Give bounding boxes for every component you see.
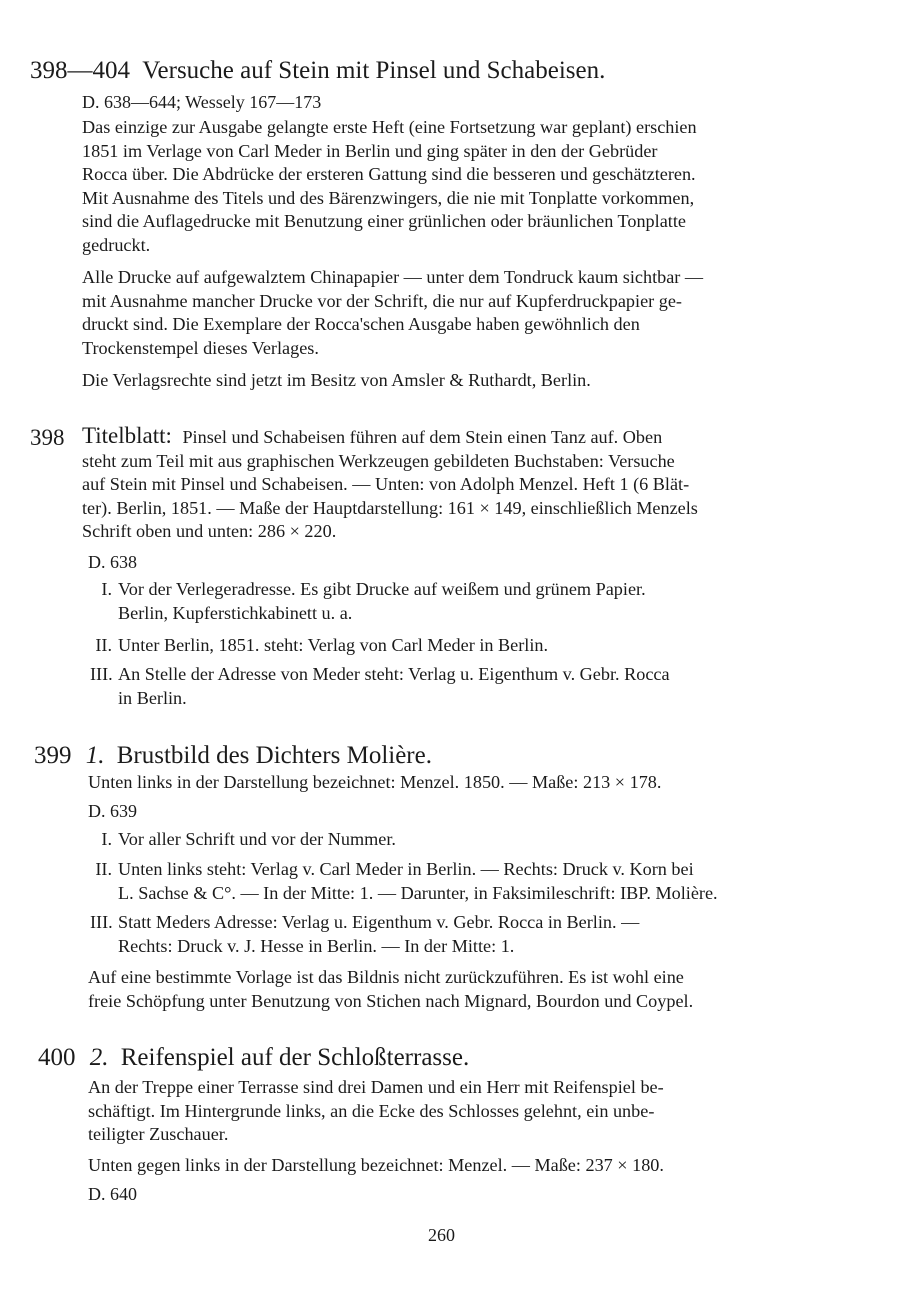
entry-399-note (88, 966, 848, 1013)
text-line: freie Schöpfung unter Benutzung von Stichen nach Mignard, Bourdon und Coypel. (88, 990, 694, 1011)
state-text: in Berlin. (118, 687, 187, 708)
section-heading-399 (34, 741, 432, 771)
entry-title: Versuche auf Stein mit Pinsel und Schabeisen. (142, 57, 606, 84)
state-text: Statt Meders Adresse: Verlag u. Eigenthum v. Gebr. Rocca in Berlin. — (118, 912, 640, 932)
state-text: An Stelle der Adresse von Meder steht: Verlag u. Eigenthum v. Gebr. Rocca (118, 664, 670, 684)
sequence-number: 1. (85, 742, 105, 769)
state-III (90, 911, 850, 959)
text-line: 1851 im Verlage von Carl Meder in Berlin und ging später in den der Gebrüder (82, 140, 658, 161)
state-text: Unten links steht: Verlag v. Carl Meder in Berlin. — Rechts: Druck v. Korn bei (118, 859, 694, 879)
entry-398-description (82, 424, 844, 544)
entry-399-signature (88, 771, 848, 795)
entry-title: Reifenspiel auf der Schloßterrasse. (120, 1044, 470, 1071)
text-line: auf Stein mit Pinsel und Schabeisen. — Unten: von Adolph Menzel. Heft 1 (6 Blät- (82, 474, 690, 495)
text-line: Unten links in der Darstellung bezeichnet: Menzel. 1850. — Maße: 213 × 178. (88, 772, 662, 792)
text-line: schäftigt. Im Hintergrunde links, an die Ecke des Schlosses gelehnt, ein unbe- (88, 1100, 655, 1121)
entry-number: 399 (34, 742, 72, 769)
state-I (90, 578, 850, 626)
text-line: Das einzige zur Ausgabe gelangte erste Heft (eine Fortsetzung war geplant) erschien (82, 117, 697, 137)
catalog-reference: D. 638—644; Wessely 167—173 (82, 92, 322, 112)
state-numeral: III. (90, 664, 113, 684)
entry-400-signature (88, 1154, 848, 1178)
page-number: 260 (428, 1225, 455, 1245)
paragraph-edition-history (82, 116, 844, 258)
text-line: mit Ausnahme mancher Drucke vor der Schrift, die nur auf Kupferdruckpapier ge- (82, 290, 682, 311)
section-heading-398-404 (30, 56, 605, 86)
state-numeral: I. (101, 579, 112, 599)
entry-number: 400 (38, 1044, 76, 1071)
state-text: Rechts: Druck v. J. Hesse in Berlin. — In der Mitte: 1. (118, 935, 515, 956)
paragraph-rights (82, 369, 844, 393)
text-line: Unten gegen links in der Darstellung bezeichnet: Menzel. — Maße: 237 × 180. (88, 1155, 664, 1175)
state-text: Vor aller Schrift und vor der Nummer. (118, 829, 396, 849)
text-line: Die Verlagsrechte sind jetzt im Besitz von Amsler & Ruthardt, Berlin. (82, 370, 591, 390)
state-numeral: II. (95, 859, 112, 879)
text-line: An der Treppe einer Terrasse sind drei Damen und ein Herr mit Reifenspiel be- (88, 1077, 664, 1097)
text-line: steht zum Teil mit aus graphischen Werkzeugen gebildeten Buchstaben: Versuche (82, 450, 675, 471)
text-line: Auf eine bestimmte Vorlage ist das Bildnis nicht zurückzuführen. Es ist wohl eine (88, 967, 684, 987)
text-line: Mit Ausnahme des Titels und des Bärenzwingers, die nie mit Tonplatte vorkommen, (82, 187, 695, 208)
state-II (90, 634, 850, 658)
state-II (90, 858, 850, 906)
text-line: Alle Drucke auf aufgewalztem Chinapapier — unter dem Tondruck kaum sichtbar — (82, 267, 704, 287)
entry-label-titelblatt: Titelblatt: (82, 423, 172, 448)
catalog-reference: D. 640 (88, 1184, 137, 1204)
section-heading-400 (38, 1043, 469, 1073)
catalog-reference: D. 639 (88, 801, 137, 821)
text-line: Trockenstempel dieses Verlages. (82, 337, 319, 358)
entry-number-398: 398 (30, 425, 65, 450)
state-text: Vor der Verlegeradresse. Es gibt Drucke auf weißem und grünem Papier. (118, 579, 646, 599)
entry-400-description (88, 1076, 848, 1147)
state-text: Berlin, Kupferstichkabinett u. a. (118, 602, 353, 623)
text-line: gedruckt. (82, 234, 151, 255)
state-numeral: I. (101, 829, 112, 849)
state-I (90, 828, 850, 852)
text-line: teiligter Zuschauer. (88, 1124, 229, 1145)
state-text: Unter Berlin, 1851. steht: Verlag von Carl Meder in Berlin. (118, 635, 549, 655)
state-text: L. Sachse & C°. — In der Mitte: 1. — Darunter, in Faksimileschrift: IBP. Molière. (118, 882, 718, 903)
paragraph-print-paper (82, 266, 844, 360)
text-line: sind die Auflagedrucke mit Benutzung einer grünlichen oder bräunlichen Tonplatte (82, 211, 686, 232)
state-numeral: III. (90, 912, 113, 932)
entry-number: 398—404 (30, 57, 130, 84)
text-line: ter). Berlin, 1851. — Maße der Hauptdarstellung: 161 × 149, einschließlich Menzels (82, 497, 698, 518)
text-line: druckt sind. Die Exemplare der Rocca'schen Ausgabe haben gewöhnlich den (82, 314, 640, 335)
entry-title: Brustbild des Dichters Molière. (116, 742, 432, 769)
text-line: Pinsel und Schabeisen führen auf dem Stein einen Tanz auf. Oben (182, 427, 663, 447)
text-line: Schrift oben und unten: 286 × 220. (82, 521, 337, 542)
sequence-number: 2. (89, 1044, 109, 1071)
text-line: Rocca über. Die Abdrücke der ersteren Gattung sind die besseren und geschätzteren. (82, 164, 696, 185)
state-III (90, 663, 850, 711)
state-numeral: II. (95, 635, 112, 655)
catalog-reference: D. 638 (88, 552, 137, 572)
